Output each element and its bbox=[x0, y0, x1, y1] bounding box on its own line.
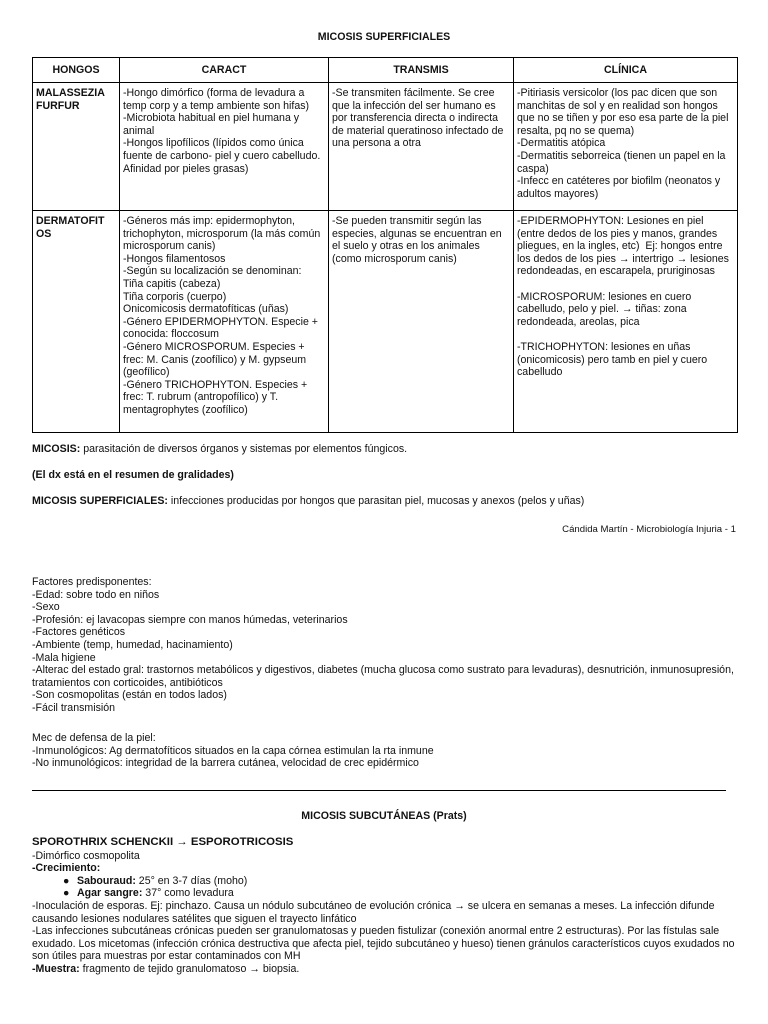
bullet-text: 37° como levadura bbox=[142, 887, 234, 900]
header-hongos: HONGOS bbox=[33, 58, 120, 83]
superficiales-text: infecciones producidas por hongos que parasitan piel, mucosas y anexos (pelos y uñas) bbox=[167, 495, 585, 507]
muestra-text: fragmento de tejido granulomatoso → biopsia. bbox=[79, 962, 300, 975]
page-title: MICOSIS SUPERFICIALES bbox=[317, 31, 451, 43]
cell-transmis: -Se transmiten fácilmente. Se cree que la infección del ser humano es por transferencia directa o indirecta de material queratinoso infectado de una persona a otra bbox=[329, 83, 514, 211]
bullet-label: Agar sangre: bbox=[77, 887, 143, 900]
superficiales-term: MICOSIS SUPERFICIALES: bbox=[32, 495, 168, 507]
list-item: -Inmunológicos: Ag dermatofíticos situados en la capa córnea estimulan la rta inmune bbox=[32, 744, 434, 757]
list-item: -Son cosmopolitas (están en todos lados) bbox=[32, 689, 227, 702]
factores-section bbox=[32, 576, 737, 715]
micosis-term: MICOSIS: bbox=[32, 443, 81, 455]
cell-caract: -Géneros más imp: epidermophyton, trichophyton, microsporum (la más común microsporum canis) -Hongos filamentosos -Según su localización se denominan: Tiña capitis (cabeza) Tiña corporis (cuerpo) Onicomicosis dermatofíticas (uñas) -Género EPIDERMOPHYTON. Especie + conocida: floccosum -Género MICROSPORUM. Especies + frec: M. Canis (zoofílico) y M. gypseum (geofílico) -Género TRICHOPHYTON. Especies + frec: T. rubrum (antropofílico) y T. mentagrophytes (zoofílico) bbox=[120, 211, 329, 433]
list-item: -Dimórfico cosmopolita bbox=[32, 849, 140, 862]
cell-caract: -Hongo dimórfico (forma de levadura a temp corp y a temp ambiente son hifas) -Microbiota habitual en piel humana y animal -Hongos lipofílicos (lípidos como única fuente de carbono- piel y cuero cabelludo. Afinidad por pieles grasas) bbox=[120, 83, 329, 211]
list-item: -Fácil transmisión bbox=[32, 701, 116, 714]
section-divider bbox=[32, 790, 726, 791]
list-item: -Edad: sobre todo en niños bbox=[32, 588, 160, 601]
cell-clinica: -Pitiriasis versicolor (los pac dicen que son manchitas de sol y en realidad son hongos que no se tiñen y por eso esa parte de la piel resalta, pq no se quema) -Dermatitis atópica -Dermatitis seborreica (tienen un papel en la caspa) -Infecc en catéteres por biofilm (neonatos y adultos mayores) bbox=[514, 83, 738, 211]
cell-fungus: DERMATOFIT OS bbox=[33, 211, 120, 433]
micosis-table bbox=[32, 57, 738, 433]
bullet-icon: ● bbox=[63, 874, 70, 887]
list-item bbox=[63, 874, 737, 888]
list-item: -Mala higiene bbox=[32, 651, 96, 664]
header-transmis: TRANSMIS bbox=[329, 58, 514, 83]
superficiales-definition bbox=[32, 495, 737, 508]
factores-heading: Factores predisponentes: bbox=[32, 576, 152, 588]
page-footer: Cándida Martín - Microbiología Injuria - 1 bbox=[562, 524, 736, 535]
bullet-text: 25° en 3-7 días (moho) bbox=[135, 874, 248, 887]
table-header-row bbox=[33, 58, 738, 83]
cell-transmis: -Se pueden transmitir según las especies, algunas se encuentran en el suelo y otras en los animales (como microsporum canis) bbox=[329, 211, 514, 433]
crecimiento-list bbox=[32, 875, 737, 900]
micosis-text: parasitación de diversos órganos y sistemas por elementos fúngicos. bbox=[80, 443, 408, 455]
list-item: -Ambiente (temp, humedad, hacinamiento) bbox=[32, 638, 233, 651]
inoculacion-paragraph: -Inoculación de esporas. Ej: pinchazo. Causa un nódulo subcutáneo de evolución crónica → se ulcera en semanas a meses. La infección difunde causando lesiones nodulares satélites que siguen el trayecto linfático bbox=[32, 899, 715, 925]
bullet-icon: ● bbox=[63, 887, 70, 900]
subcutaneas-title: MICOSIS SUBCUTÁNEAS (Prats) bbox=[301, 810, 467, 822]
list-item: -Profesión: ej lavacopas siempre con manos húmedas, veterinarios bbox=[32, 613, 348, 626]
infecciones-paragraph: -Las infecciones subcutáneas crónicas pueden ser granulomatosas y pueden fistulizar (conexión anormal entre 2 estructuras). Por las fístulas sale exudado. Los micetomas (infección crónica destructiva que afecta piel, tejido subcutáneo y hueso) tienen gránulos característicos cuyos exudados no son útiles para muestras por estar contaminados con MH bbox=[32, 925, 735, 963]
sporothrix-heading: SPOROTHRIX SCHENCKII → ESPOROTRICOSIS bbox=[32, 836, 294, 848]
micosis-definition bbox=[32, 443, 737, 456]
bullet-label: Sabouraud: bbox=[77, 874, 136, 887]
sporothrix-section bbox=[32, 836, 737, 976]
muestra-line bbox=[32, 963, 737, 976]
list-item: -Sexo bbox=[32, 601, 60, 614]
crecimiento-label: -Crecimiento: bbox=[32, 862, 101, 875]
defensa-heading: Mec de defensa de la piel: bbox=[32, 732, 156, 744]
table-row bbox=[33, 211, 738, 433]
cell-clinica: -EPIDERMOPHYTON: Lesiones en piel (entre dedos de los pies y manos, grandes pliegues, en la ingles, etc) Ej: hongos entre los dedos de los pies → intertrigo → lesiones redondeadas, en escarapela, pruriginosas -MICROSPORUM: lesiones en cuero cabelludo, pelo y piel. → tiñas: zona redondeada, areolas, pica -TRICHOPHYTON: lesiones en uñas (onicomicosis) pero tamb en piel y cuero cabelludo bbox=[514, 211, 738, 433]
list-item: -No inmunológicos: integridad de la barrera cutánea, velocidad de crec epidérmico bbox=[32, 757, 419, 770]
cell-fungus: MALASSEZIA FURFUR bbox=[33, 83, 120, 211]
header-clinica: CLÍNICA bbox=[514, 58, 738, 83]
defensa-section bbox=[32, 732, 737, 770]
table-row bbox=[33, 83, 738, 211]
dx-note: (El dx está en el resumen de gralidades) bbox=[32, 469, 234, 481]
muestra-label: -Muestra: bbox=[32, 962, 80, 975]
list-item bbox=[63, 887, 737, 900]
list-item: -Alterac del estado gral: trastornos metabólicos y digestivos, diabetes (mucha glucosa como sustrato para levaduras), desnutrición, inmunosupresión, tratamientos con corticoides, antibióticos bbox=[32, 664, 734, 689]
list-item: -Factores genéticos bbox=[32, 626, 126, 639]
header-caract: CARACT bbox=[120, 58, 329, 83]
